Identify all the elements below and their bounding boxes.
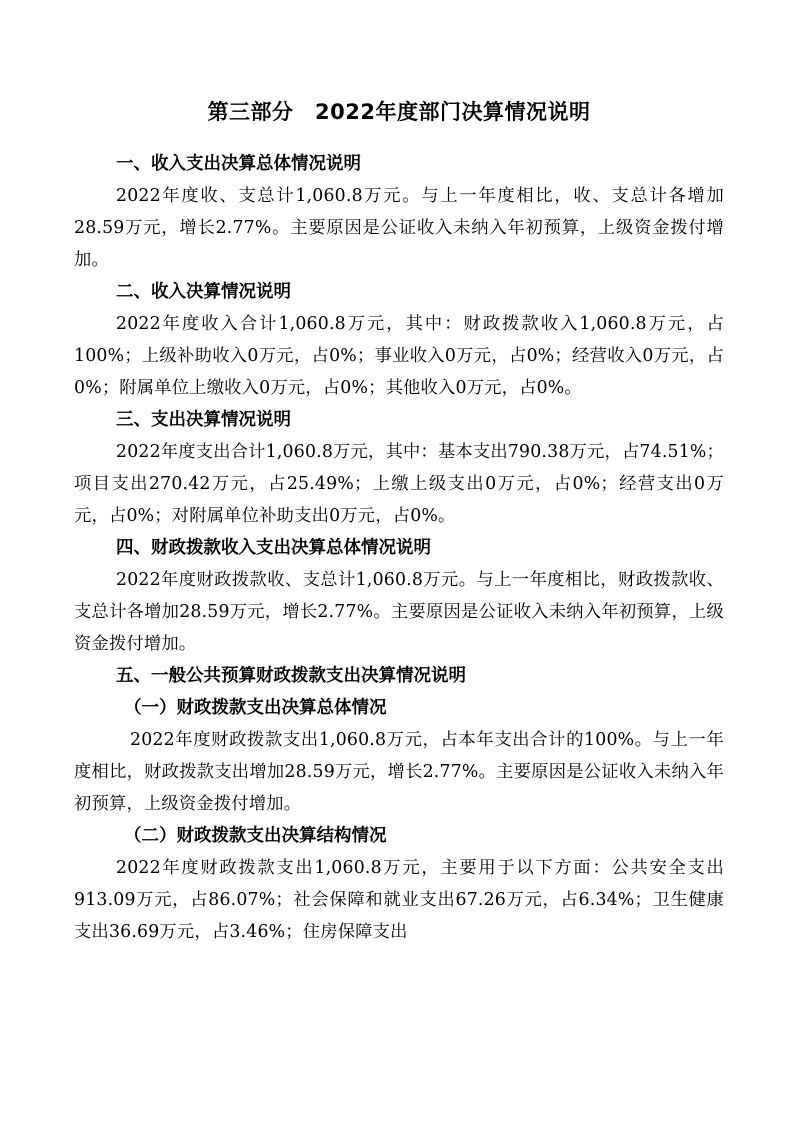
subsection-paragraph-1: 2022年度财政拨款支出1,060.8万元，占本年支出合计的100%。与上一年度相比，财政拨款支出增加28.59万元，增长2.77%。主要原因是公证收入未纳入年初预算，上级资金拨付增加。 xyxy=(74,730,724,814)
subsection-heading-2: （二）财政拨款支出决算结构情况 xyxy=(124,826,387,846)
section-paragraph-2: 2022年度收入合计1,060.8万元，其中：财政拨款收入1,060.8万元，占100%；上级补助收入0万元，占0%；事业收入0万元，占0%；经营收入0万元，占0%；附属单位上缴收入0万元，占0%；其他收入0万元，占0%。 xyxy=(74,314,724,398)
document-title: 第三部分 2022年度部门决算情况说明 xyxy=(207,100,591,124)
subsection-heading-1: （一）财政拨款支出决算总体情况 xyxy=(124,698,387,718)
document-page xyxy=(74,90,724,948)
section-heading-5: 五、一般公共预算财政拨款支出决算情况说明 xyxy=(116,666,466,686)
section-paragraph-1: 2022年度收、支总计1,060.8万元。与上一年度相比，收、支总计各增加28.59万元，增长2.77%。主要原因是公证收入未纳入年初预算，上级资金拨付增加。 xyxy=(74,186,724,270)
section-heading-4: 四、财政拨款收入支出决算总体情况说明 xyxy=(116,538,431,558)
section-paragraph-4: 2022年度财政拨款收、支总计1,060.8万元。与上一年度相比，财政拨款收、支总计各增加28.59万元，增长2.77%。主要原因是公证收入未纳入年初预算，上级资金拨付增加。 xyxy=(74,570,724,654)
subsection-paragraph-2: 2022年度财政拨款支出1,060.8万元，主要用于以下方面：公共安全支出913.09万元，占86.07%；社会保障和就业支出67.26万元，占6.34%；卫生健康支出36.69万元，占3.46%；住房保障支出 xyxy=(74,858,724,942)
section-heading-3: 三、支出决算情况说明 xyxy=(116,410,291,430)
section-heading-1: 一、收入支出决算总体情况说明 xyxy=(116,154,361,174)
section-heading-2: 二、收入决算情况说明 xyxy=(116,282,291,302)
section-paragraph-3: 2022年度支出合计1,060.8万元，其中：基本支出790.38万元，占74.51%；项目支出270.42万元，占25.49%；上缴上级支出0万元，占0%；经营支出0万元，占0%；对附属单位补助支出0万元，占0%。 xyxy=(74,442,725,526)
